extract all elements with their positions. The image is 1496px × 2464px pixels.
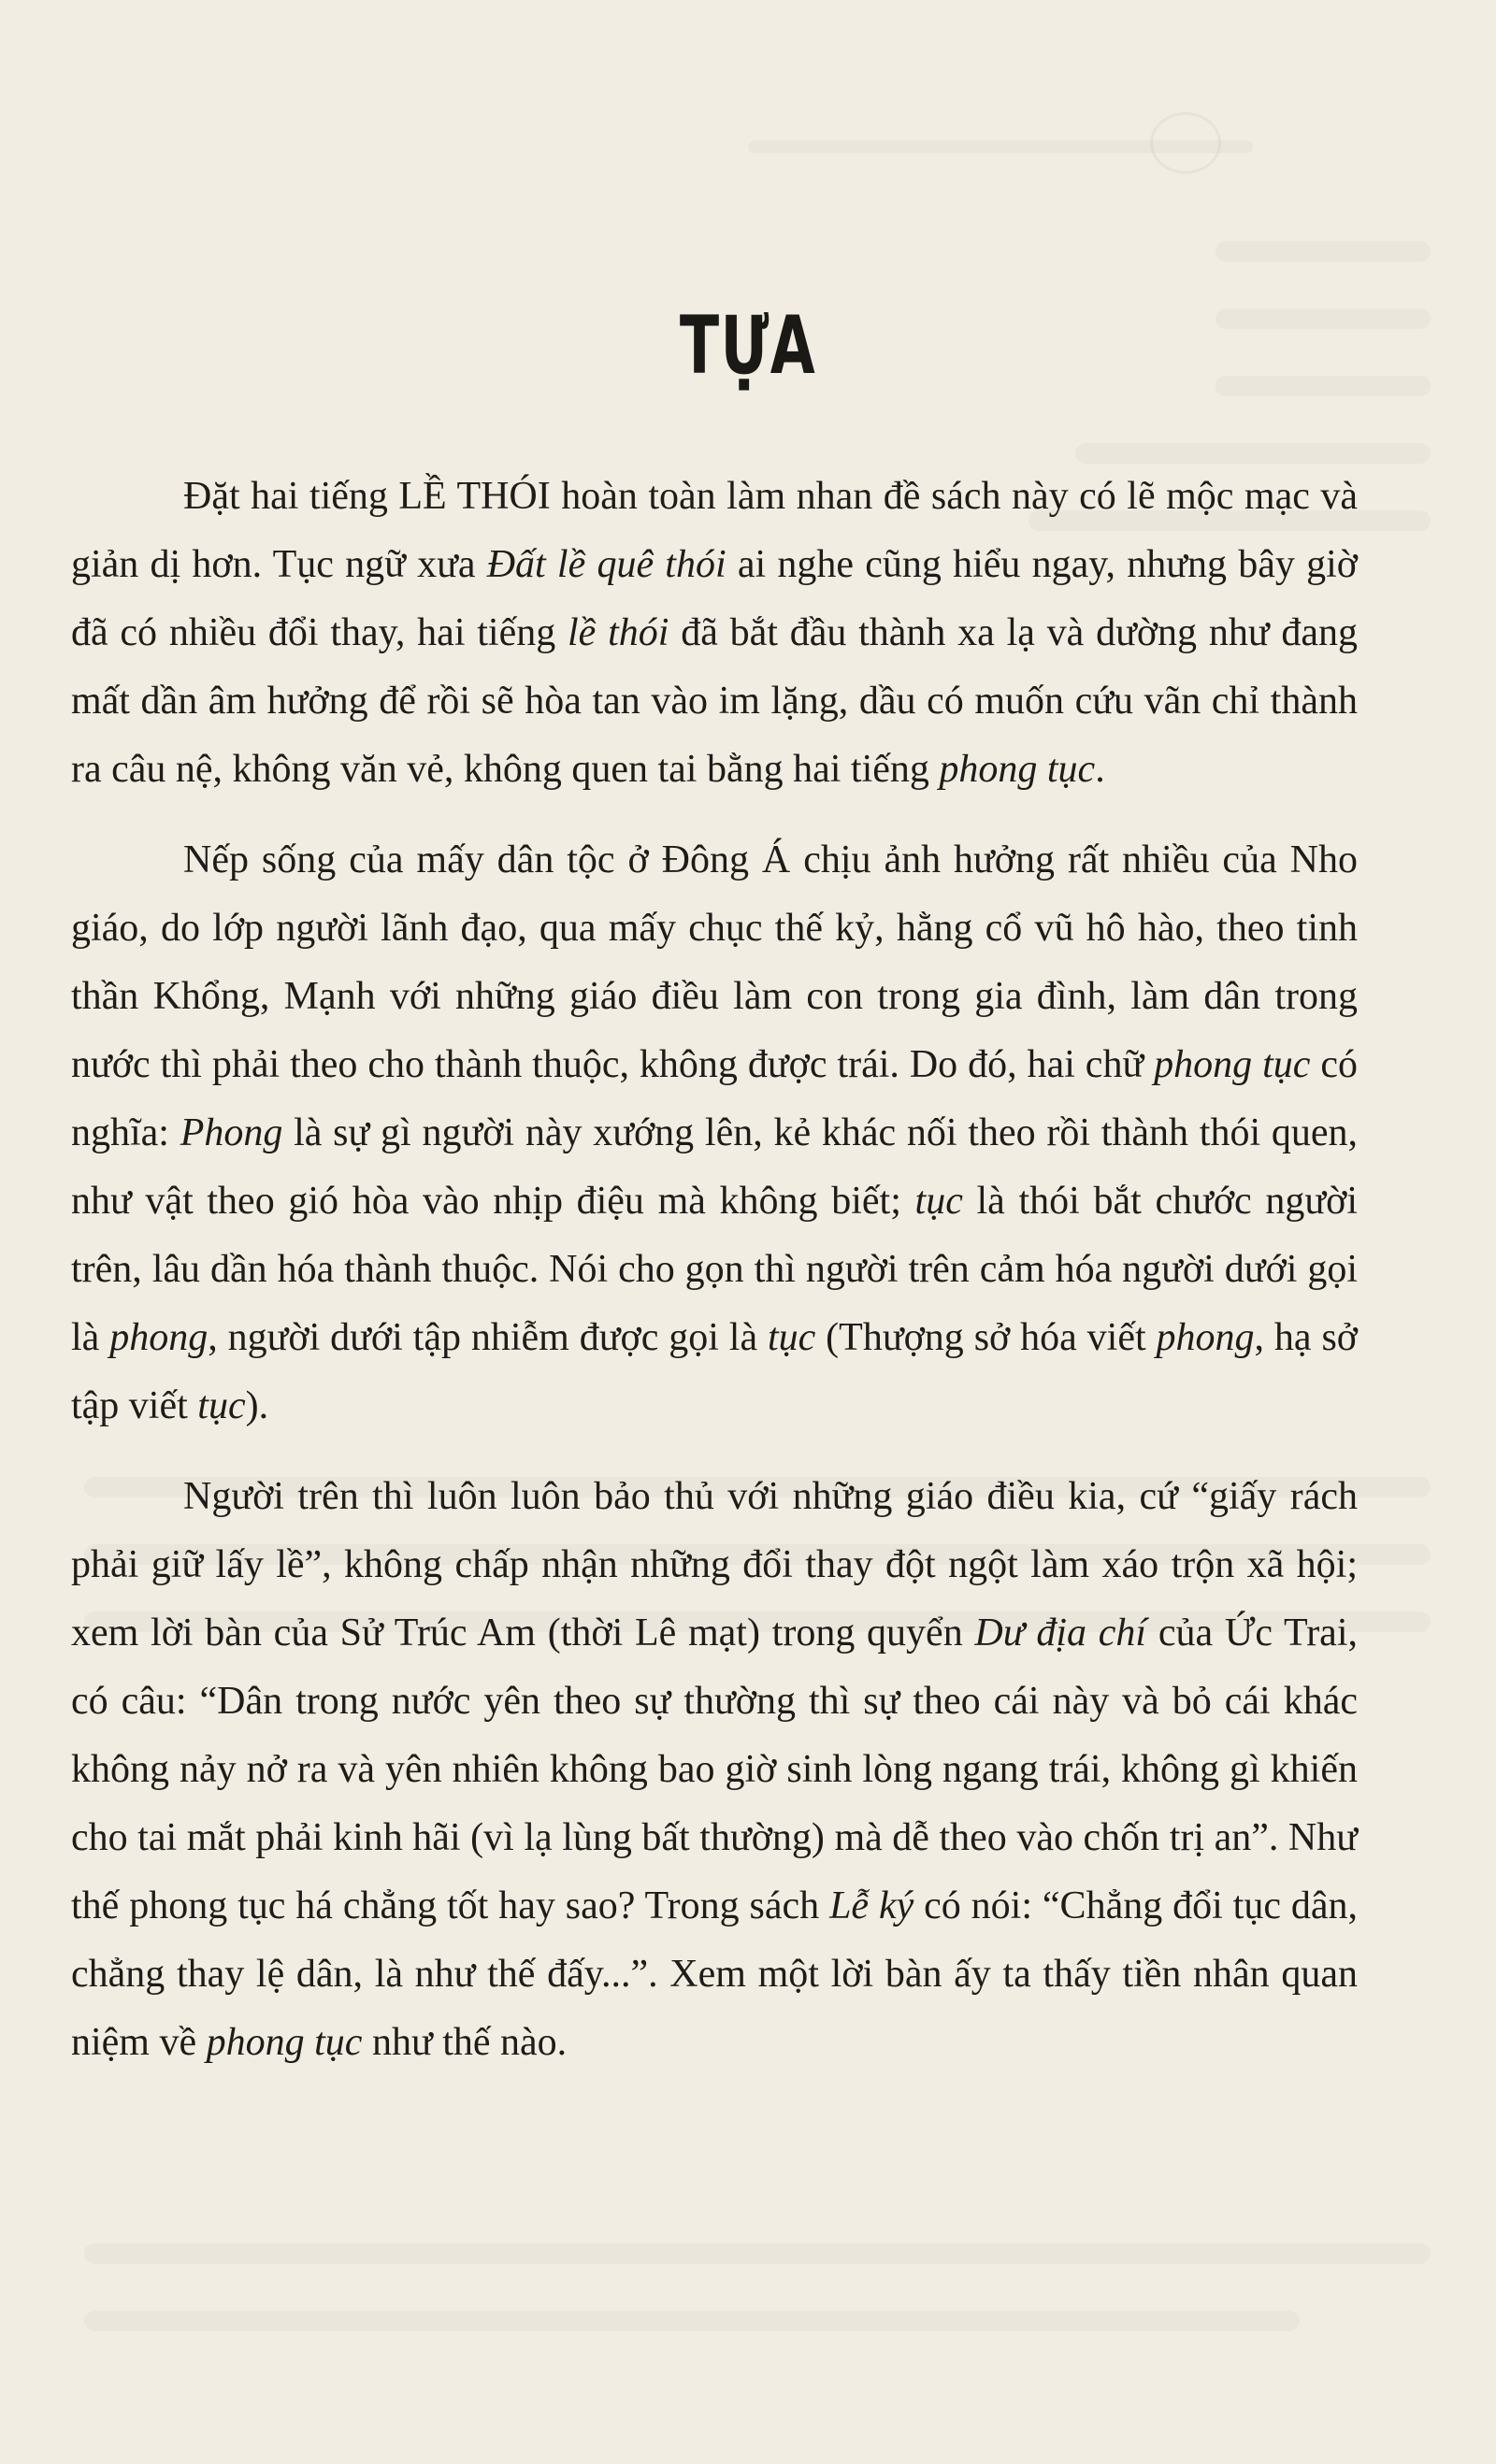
show-through-line bbox=[1216, 241, 1431, 262]
text-run: đã bắt đầu thành xa lạ và dường như đang mất dần âm hưởng để rồi sẽ hòa tan vào im lặng, dầu có muốn cứu vãn chỉ thành ra câu nệ, không văn vẻ, không quen tai bằng hai tiếng bbox=[71, 611, 1358, 791]
italic-term: phong tục bbox=[1154, 1043, 1311, 1086]
italic-term: phong bbox=[109, 1316, 209, 1359]
text-run: . bbox=[1095, 748, 1105, 791]
text-run: ai nghe cũng hiểu ngay, nhưng bây giờ đã có nhiều đổi thay, hai tiếng bbox=[71, 543, 1358, 654]
text-run: là thói bắt chước người trên, lâu dần hóa thành thuộc. Nói cho gọn thì người trên cảm hóa người dưới gọi là bbox=[71, 1180, 1358, 1359]
italic-term: Dư địa chí bbox=[974, 1612, 1147, 1655]
text-run: Đặt hai tiếng LỀ THÓI hoàn toàn làm nhan đề sách này có lẽ mộc mạc và giản dị hơn. Tục ngữ xưa bbox=[71, 475, 1358, 586]
paragraph bbox=[71, 1463, 1358, 2077]
paragraph bbox=[71, 463, 1358, 804]
text-run: có nói: “Chẳng đổi tục dân, chẳng thay lệ dân, là như thế đấy...”. Xem một lời bàn ấy ta thấy tiền nhân quan niệm về bbox=[71, 1884, 1358, 2064]
text-run: Nếp sống của mấy dân tộc ở Đông Á chịu ảnh hưởng rất nhiều của Nho giáo, do lớp người lãnh đạo, qua mấy chục thế kỷ, hằng cổ vũ hô hào, theo tinh thần Khổng, Mạnh với những giáo điều làm con trong gia đình, làm dân trong nước thì phải theo cho thành thuộc, không được trái. Do đó, hai chữ bbox=[71, 838, 1358, 1086]
italic-term: lề thói bbox=[568, 611, 669, 654]
italic-term: Phong bbox=[180, 1111, 283, 1154]
body-text bbox=[71, 463, 1358, 2099]
show-through-line bbox=[84, 2243, 1431, 2264]
italic-term: Đất lề quê thói bbox=[486, 543, 726, 586]
text-run: là sự gì người này xướng lên, kẻ khác nối theo rồi thành thói quen, như vật theo gió hòa vào nhịp điệu mà không biết; bbox=[71, 1111, 1358, 1223]
italic-term: phong tục bbox=[939, 748, 1096, 791]
text-run: ). bbox=[245, 1384, 269, 1427]
italic-term: phong tục bbox=[206, 2021, 363, 2064]
show-through-line bbox=[1075, 443, 1431, 464]
text-run: như thế nào. bbox=[362, 2021, 568, 2064]
text-run: Người trên thì luôn luôn bảo thủ với những giáo điều kia, cứ “giấy rách phải giữ lấy lề”, không chấp nhận những đổi thay đột ngột làm xáo trộn xã hội; xem lời bàn của Sử Trúc Am (thời Lê mạt) trong quyển bbox=[71, 1475, 1358, 1655]
text-run: có nghĩa: bbox=[71, 1043, 1359, 1154]
italic-term: Lễ ký bbox=[829, 1884, 914, 1927]
text-run: của Ức Trai, có câu: “Dân trong nước yên theo sự thường thì sự theo cái này và bỏ cái khác không nảy nở ra và yên nhiên không bao giờ sinh lòng ngang trái, không gì khiến cho tai mắt phải kinh hãi (vì lạ lùng bất thường) mà dễ theo vào chốn trị an”. Như thế phong tục há chẳng tốt hay sao? Trong sách bbox=[71, 1612, 1358, 1927]
paragraph bbox=[71, 826, 1358, 1440]
show-through-line bbox=[748, 140, 1253, 153]
italic-term: phong bbox=[1156, 1316, 1255, 1359]
show-through-ornament bbox=[1150, 112, 1221, 174]
page-title: TỰA bbox=[679, 298, 817, 393]
text-run: (Thượng sở hóa viết bbox=[815, 1316, 1157, 1359]
show-through-line bbox=[84, 2311, 1300, 2331]
italic-term: tục bbox=[914, 1180, 963, 1223]
text-run: , hạ sở tập viết bbox=[71, 1316, 1359, 1427]
italic-term: tục bbox=[767, 1316, 816, 1359]
text-run: , người dưới tập nhiễm được gọi là bbox=[208, 1316, 768, 1359]
italic-term: tục bbox=[197, 1384, 246, 1427]
